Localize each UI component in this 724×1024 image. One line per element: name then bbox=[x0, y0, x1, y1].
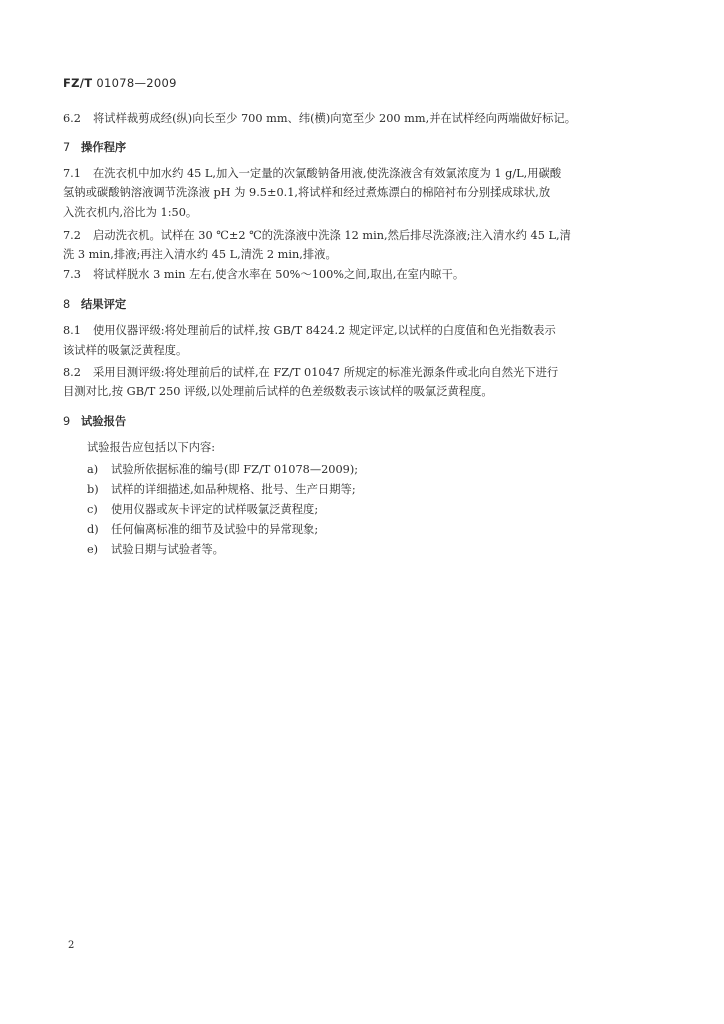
clause-8-1-line-1 bbox=[63, 324, 556, 338]
list-marker: a) bbox=[87, 463, 99, 476]
section-number: 9 bbox=[63, 415, 71, 428]
section-title: 试验报告 bbox=[81, 415, 127, 428]
clause-8-1-line-2: 该试样的吸氯泛黄程度。 bbox=[63, 344, 188, 357]
list-text: 使用仪器或灰卡评定的试样吸氯泛黄程度; bbox=[111, 503, 319, 516]
list-marker: c) bbox=[87, 503, 98, 516]
list-text: 试验日期与试验者等。 bbox=[111, 543, 224, 556]
clause-7-1-line-2: 氢钠或碳酸钠溶液调节洗涤液 pH 为 9.5±0.1,将试样和经过煮炼漂白的棉陪衬布分别揉成球状,放 bbox=[63, 186, 551, 199]
section-heading-7 bbox=[63, 139, 126, 155]
clause-number: 7.3 bbox=[63, 268, 81, 281]
section-title: 操作程序 bbox=[81, 141, 127, 154]
list-marker: d) bbox=[87, 523, 99, 536]
clause-text: 将试样裁剪成经(纵)向长至少 700 mm、纬(横)向宽至少 200 mm,并在试样经向两端做好标记。 bbox=[93, 112, 577, 125]
page-number: 2 bbox=[68, 940, 75, 951]
list-text: 试样的详细描述,如品种规格、批号、生产日期等; bbox=[111, 483, 356, 496]
list-item bbox=[87, 541, 224, 557]
clause-6-2 bbox=[63, 112, 576, 126]
section-heading-8 bbox=[63, 296, 126, 312]
list-text: 任何偏离标准的细节及试验中的异常现象; bbox=[111, 523, 319, 536]
standard-number: 01078—2009 bbox=[96, 76, 177, 90]
clause-7-1-line-3: 入洗衣机内,浴比为 1:50。 bbox=[63, 206, 198, 219]
list-text: 试验所依据标准的编号(即 FZ/T 01078—2009); bbox=[111, 463, 359, 476]
list-marker: b) bbox=[87, 483, 99, 496]
clause-number: 7.2 bbox=[63, 229, 81, 242]
report-intro: 试验报告应包括以下内容: bbox=[87, 441, 216, 454]
clause-8-2-line-2: 目测对比,按 GB/T 250 评级,以处理前后试样的色差级数表示该试样的吸氯泛黄程度。 bbox=[63, 385, 493, 398]
clause-number: 6.2 bbox=[63, 112, 81, 125]
section-number: 8 bbox=[63, 298, 71, 311]
clause-number: 8.2 bbox=[63, 366, 81, 379]
clause-7-1-line-1 bbox=[63, 167, 561, 181]
list-item bbox=[87, 521, 318, 537]
list-marker: e) bbox=[87, 543, 99, 556]
section-title: 结果评定 bbox=[81, 298, 127, 311]
list-item bbox=[87, 501, 318, 517]
clause-number: 8.1 bbox=[63, 324, 81, 337]
clause-7-3 bbox=[63, 268, 464, 282]
list-item bbox=[87, 461, 358, 477]
standard-header bbox=[63, 76, 177, 90]
clause-8-2-line-1 bbox=[63, 366, 558, 380]
clause-text: 将试样脱水 3 min 左右,使含水率在 50%～100%之间,取出,在室内晾干。 bbox=[93, 268, 465, 281]
list-item bbox=[87, 481, 356, 497]
clause-7-2-line-1 bbox=[63, 229, 571, 243]
section-number: 7 bbox=[63, 141, 71, 154]
clause-text: 使用仪器评级:将处理前后的试样,按 GB/T 8424.2 规定评定,以试样的白度值和色光指数表示 bbox=[93, 324, 556, 337]
clause-text: 启动洗衣机。试样在 30 ℃±2 ℃的洗涤液中洗涤 12 min,然后排尽洗涤液;注入清水约 45 L,清 bbox=[93, 229, 571, 242]
clause-7-2-line-2: 洗 3 min,排液;再注入清水约 45 L,清洗 2 min,排液。 bbox=[63, 248, 337, 261]
standard-prefix: FZ/T bbox=[63, 76, 93, 90]
clause-text: 在洗衣机中加水约 45 L,加入一定量的次氯酸钠备用液,使洗涤液含有效氯浓度为 1 g/L,用碳酸 bbox=[93, 167, 562, 180]
section-heading-9 bbox=[63, 413, 126, 429]
clause-number: 7.1 bbox=[63, 167, 81, 180]
clause-text: 采用目测评级:将处理前后的试样,在 FZ/T 01047 所规定的标准光源条件或北向自然光下进行 bbox=[93, 366, 559, 379]
